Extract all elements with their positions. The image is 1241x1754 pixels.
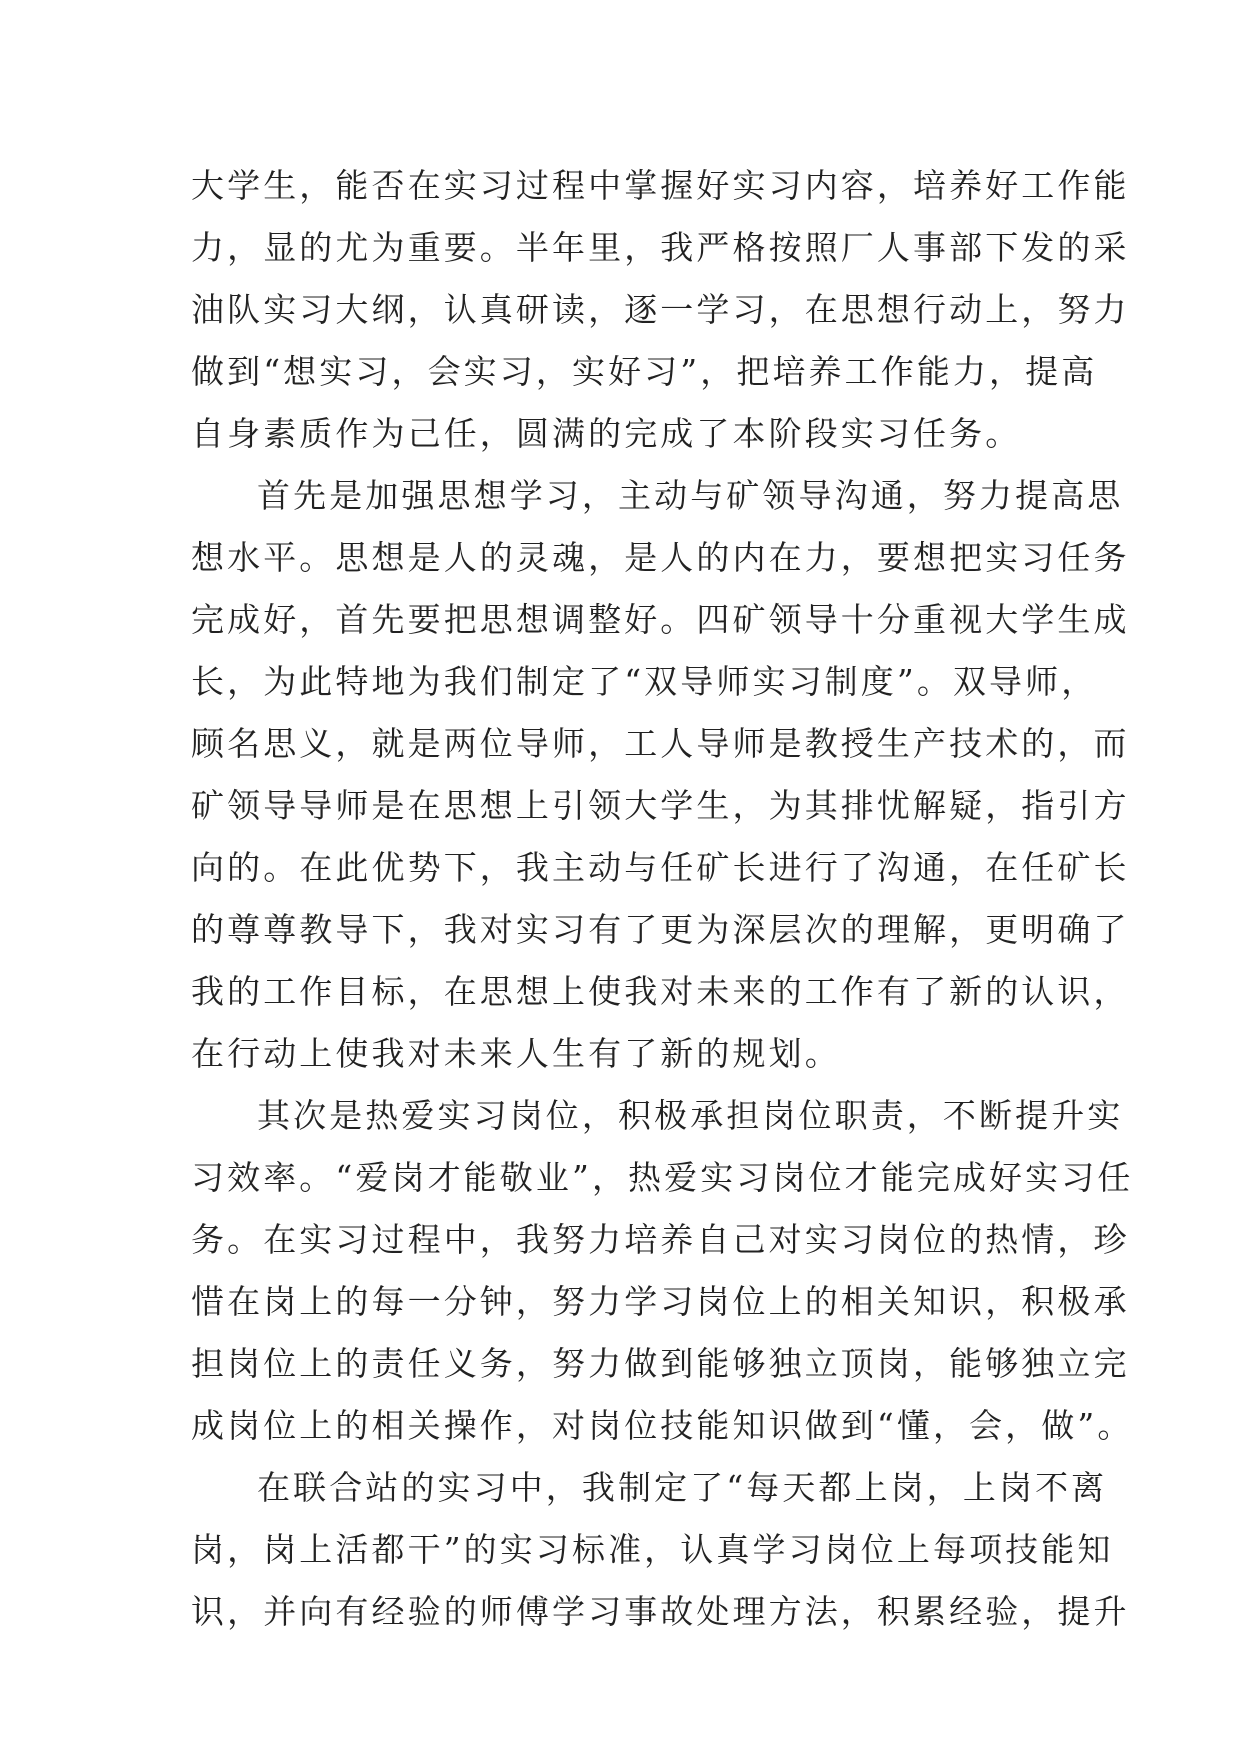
text-line: 顾名思义，就是两位导师，工人导师是教授生产技术的，而 (191, 724, 1130, 763)
text-line: 的尊尊教导下，我对实习有了更为深层次的理解，更明确了 (191, 910, 1130, 949)
text-line: 向的。在此优势下，我主动与任矿长进行了沟通，在任矿长 (191, 848, 1130, 887)
text-line: 做到“想实习，会实习，实好习”，把培养工作能力，提高 (191, 352, 1098, 391)
paragraph-3 (191, 1085, 1134, 1457)
text-line: 识，并向有经验的师傅学习事故处理方法，积累经验，提升 (191, 1592, 1130, 1631)
text-line: 务。在实习过程中，我努力培养自己对实习岗位的热情，珍 (191, 1220, 1130, 1259)
text-line: 在行动上使我对未来人生有了新的规划。 (191, 1034, 841, 1073)
text-line: 自身素质作为己任，圆满的完成了本阶段实习任务。 (191, 414, 1022, 453)
text-line: 岗，岗上活都干”的实习标准，认真学习岗位上每项技能知 (191, 1530, 1114, 1569)
paragraph-1 (191, 155, 1130, 465)
text-line: 油队实习大纲，认真研读，逐一学习，在思想行动上，努力 (191, 290, 1130, 329)
text-line: 完成好，首先要把思想调整好。四矿领导十分重视大学生成 (191, 600, 1130, 639)
text-line: 习效率。“爱岗才能敬业”，热爱实习岗位才能完成好实习任 (191, 1158, 1134, 1197)
text-line: 首先是加强思想学习，主动与矿领导沟通，努力提高思 (257, 476, 1124, 515)
text-line: 大学生，能否在实习过程中掌握好实习内容，培养好工作能 (191, 166, 1130, 205)
text-line: 在联合站的实习中，我制定了“每天都上岗，上岗不离 (257, 1468, 1108, 1507)
text-line: 矿领导导师是在思想上引领大学生，为其排忧解疑，指引方 (191, 786, 1130, 825)
text-line: 其次是热爱实习岗位，积极承担岗位职责，不断提升实 (257, 1096, 1124, 1135)
text-line: 长，为此特地为我们制定了“双导师实习制度”。双导师， (191, 662, 1098, 701)
paragraph-4 (191, 1457, 1130, 1643)
document-body (191, 155, 1134, 1643)
text-line: 力，显的尤为重要。半年里，我严格按照厂人事部下发的采 (191, 228, 1130, 267)
text-line: 我的工作目标，在思想上使我对未来的工作有了新的认识， (191, 972, 1130, 1011)
paragraph-2 (191, 465, 1130, 1085)
text-line: 担岗位上的责任义务，努力做到能够独立顶岗，能够独立完 (191, 1344, 1130, 1383)
text-line: 惜在岗上的每一分钟，努力学习岗位上的相关知识，积极承 (191, 1282, 1130, 1321)
text-line: 想水平。思想是人的灵魂，是人的内在力，要想把实习任务 (191, 538, 1130, 577)
text-line: 成岗位上的相关操作，对岗位技能知识做到“懂，会，做”。 (191, 1406, 1134, 1445)
